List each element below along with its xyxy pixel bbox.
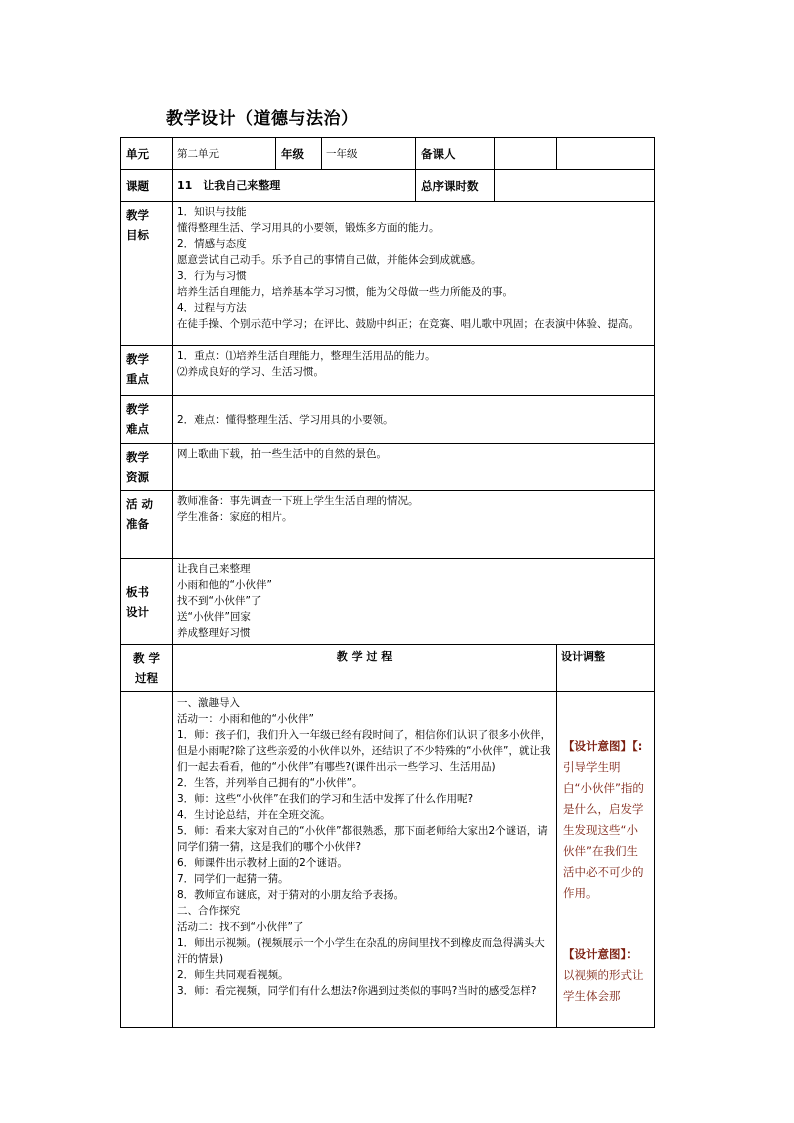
row-unit	[121, 138, 655, 170]
topic-value: 11 让我自己来整理	[173, 170, 416, 202]
preparation-label: 活 动 准备	[121, 491, 173, 559]
design-notes	[557, 692, 655, 1028]
row-goals	[121, 202, 655, 346]
unit-value: 第二单元	[173, 138, 276, 170]
goals-label: 教学 目标	[121, 202, 173, 346]
design-adjust-header: 设计调整	[557, 645, 655, 692]
goals-content: 1．知识与技能 懂得整理生活、学习用具的小要领，锻炼多方面的能力。 2．情感与态度 愿意尝试自己动手。乐予自己的事情自己做，并能体会到成就感。 3．行为与习惯 培养生活自理能力，培养基本学习习惯，能为父母做一些力所能及的事。 4．过程与方法 在徒手操、个别示范中学习；在评比、鼓励中纠正；在竞赛、唱儿歌中巩固；在表演中体验、提高。	[173, 202, 655, 346]
row-preparation	[121, 491, 655, 559]
total-lessons-label: 总序课时数	[416, 170, 495, 202]
design-note-1-head: 【设计意图】【:	[563, 739, 643, 753]
grade-value: 一年级	[322, 138, 416, 170]
process-left-blank	[121, 692, 173, 1028]
design-note-2-text: 以视频的形式让学生体会那	[563, 968, 644, 1003]
process-content: 一、激趣导入 活动一：小雨和他的“小伙伴” 1．师：孩子们，我们升入一年级已经有段时间了，相信你们认识了很多小伙伴，但是小雨呢?除了这些亲爱的小伙伴以外，还结识了不少特殊的“小伙伴”，就让我们一起去看看，他的“小伙伴”有哪些?(课件出示一些学习、生活用品) 2．生答，并列举自己拥有的“小伙伴”。 3．师：这些“小伙伴”在我们的学习和生活中发挥了什么作用呢? 4．生讨论总结，并在全班交流。 5．师：看来大家对自己的“小伙伴”都很熟悉，那下面老师给大家出2个谜语，请同学们猜一猜，这是我们的哪个小伙伴? 6．师课件出示教材上面的2个谜语。 7．同学们一起猜一猜。 8．教师宣布谜底，对于猜对的小朋友给予表扬。 二、合作探究 活动二：找不到“小伙伴”了 1．师出示视频。(视频展示一个小学生在杂乱的房间里找不到橡皮而急得满头大汗的情景) 2．师生共同观看视频。 3．师：看完视频，同学们有什么想法?你遇到过类似的事吗?当时的感受怎样?	[173, 692, 557, 1028]
row-process-content	[121, 692, 655, 1028]
design-note-1-text: 引导学生明白“小伙伴”指的是什么，启发学生发现这些“小伙伴”在我们生活中必不可少的作用。	[563, 760, 644, 900]
grade-label: 年级	[276, 138, 322, 170]
lesson-plan-table	[120, 137, 655, 1028]
topic-label: 课题	[121, 170, 173, 202]
row-board-design	[121, 559, 655, 645]
row1-blank-cell	[557, 138, 655, 170]
row-resources	[121, 444, 655, 491]
preparer-value	[495, 138, 557, 170]
row-process-header	[121, 645, 655, 692]
row-key-points	[121, 346, 655, 396]
key-points-label: 教学 重点	[121, 346, 173, 396]
process-label: 教 学 过程	[121, 645, 173, 692]
difficulties-label: 教学 难点	[121, 396, 173, 444]
document-title: 教学设计（道德与法治）	[166, 109, 359, 129]
total-lessons-value	[495, 170, 655, 202]
resources-label: 教学 资源	[121, 444, 173, 491]
unit-label: 单元	[121, 138, 173, 170]
board-design-content: 让我自己来整理 小雨和他的“小伙伴” 找不到“小伙伴”了 送“小伙伴”回家 养成整理好习惯	[173, 559, 655, 645]
process-header-title: 教 学 过 程	[173, 645, 557, 692]
resources-content: 网上歌曲下载，拍一些生活中的自然的景色。	[173, 444, 655, 491]
row-difficulties	[121, 396, 655, 444]
design-note-2-head: 【设计意图】：	[563, 947, 638, 961]
board-design-label: 板书 设计	[121, 559, 173, 645]
key-points-content: 1．重点：⑴培养生活自理能力，整理生活用品的能力。 ⑵养成良好的学习、生活习惯。	[173, 346, 655, 396]
preparer-label: 备课人	[416, 138, 495, 170]
row-topic	[121, 170, 655, 202]
difficulties-content: 2．难点：懂得整理生活、学习用具的小要领。	[173, 396, 655, 444]
preparation-content: 教师准备：事先调查一下班上学生生活自理的情况。 学生准备：家庭的相片。	[173, 491, 655, 559]
